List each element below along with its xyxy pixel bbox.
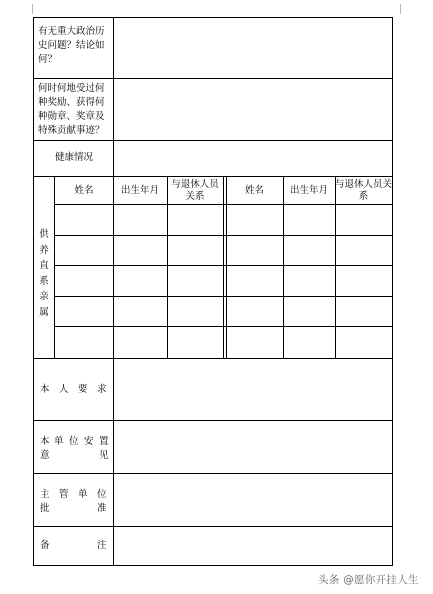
label-unit-char-5: 置	[99, 436, 109, 447]
label-cell-request	[34, 359, 114, 420]
source-watermark: 头条 @愿你开挂人生	[318, 574, 419, 586]
row-unit-opinion	[33, 421, 393, 474]
header-birth-1: 出生年月	[120, 184, 159, 196]
label-unit-char-4: 安	[84, 436, 94, 447]
value-remarks[interactable]	[114, 527, 392, 565]
margin-mark-left	[22, 4, 33, 14]
label-unit-char-6: 意	[40, 450, 50, 461]
value-political[interactable]	[114, 18, 392, 78]
label-unit-char-7: 见	[99, 450, 109, 461]
label-cell-remarks	[34, 527, 114, 565]
label-cell-political	[34, 18, 114, 78]
label-request-char-4: 求	[97, 384, 107, 395]
value-unit-opinion[interactable]	[114, 421, 392, 473]
header-name-1: 姓名	[74, 184, 94, 196]
row-supervisor-approval	[33, 474, 393, 527]
value-request[interactable]	[114, 359, 392, 420]
margin-mark-right	[400, 4, 411, 14]
label-unit-char-3: 位	[69, 436, 79, 447]
label-cell-awards	[34, 79, 114, 140]
value-awards[interactable]	[114, 79, 392, 140]
label-approval-char-4: 位	[97, 489, 107, 500]
label-cell-health	[34, 141, 114, 176]
label-request-char-2: 人	[59, 384, 69, 395]
label-remarks-char-2: 注	[97, 540, 107, 551]
row-remarks	[33, 527, 393, 566]
label-unit-char-1: 本	[40, 436, 50, 447]
label-approval-char-1: 主	[40, 489, 50, 500]
label-health: 健康情况	[54, 152, 93, 163]
header-birth-2: 出生年月	[289, 184, 328, 196]
header-name-2: 姓名	[244, 184, 264, 196]
value-health[interactable]	[114, 141, 392, 176]
label-approval-char-3: 单	[78, 489, 88, 500]
label-political: 有无重大政治历史问题？结论如何？	[38, 26, 105, 65]
value-approval[interactable]	[114, 474, 392, 526]
retirement-form-table	[33, 17, 393, 566]
header-relation-1: 与退休人员关系	[171, 178, 219, 202]
label-request-char-3: 要	[78, 384, 88, 395]
label-approval-char-6: 准	[97, 503, 107, 514]
label-awards: 何时何地受过何种奖励、获得何种勋章、奖章及特殊贡献事迹？	[38, 83, 105, 136]
label-approval-char-2: 管	[59, 489, 69, 500]
row-awards	[33, 79, 393, 141]
row-health	[33, 141, 393, 177]
dependents-side-label: 供养直系亲属	[39, 229, 49, 318]
label-cell-unit	[34, 421, 114, 473]
row-personal-request	[33, 359, 393, 421]
header-relation-2: 与退休人员关系	[335, 178, 393, 202]
label-cell-approval	[34, 474, 114, 526]
row-political-history	[33, 17, 393, 79]
label-remarks-char-1: 备	[40, 540, 50, 551]
label-approval-char-5: 批	[40, 503, 50, 514]
label-unit-char-2: 单	[54, 436, 64, 447]
dependents-side-cell	[34, 177, 55, 358]
dependents-table	[33, 177, 393, 359]
dependents-grid	[55, 177, 392, 358]
label-request-char-1: 本	[40, 384, 50, 395]
